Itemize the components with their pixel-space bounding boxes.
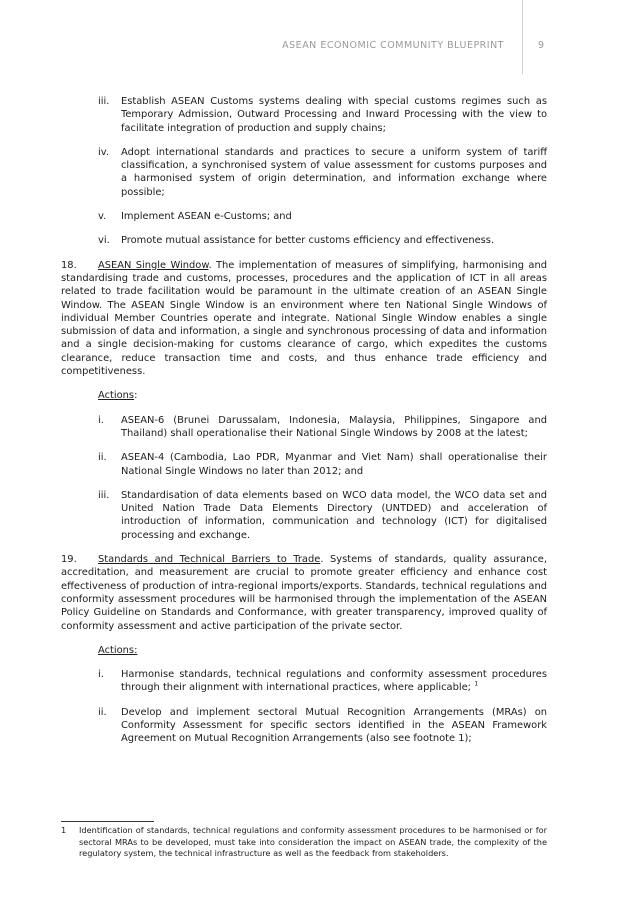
list-item-number: v. (98, 211, 107, 223)
paragraph-title: ASEAN Single Window (98, 259, 209, 271)
list-item-number: i. (98, 414, 104, 426)
paragraph-19 (61, 553, 547, 633)
list-item (61, 668, 547, 695)
paragraph-text: . The implementation of measures of simplifying, harmonising and standardising trade and customs, processes, procedures and the application of ICT in all areas related to trade facilitation would be paramount in the ultimate creation of an ASEAN Single Window. The ASEAN Single Window is an environment where ten National Single Windows of individual Member Countries operate and integrate. National Single Window enables a single submission of data and information, a single and synchronous processing of data and information and a single decision-making for customs clearance of cargo, which expedites the customs clearance, reduce transaction time and costs, and thus enhance trade efficiency and competitiveness. (61, 259, 547, 378)
paragraph-text: . Systems of standards, quality assurance, accreditation, and measurement are crucial to promote greater efficiency and enhance cost effectiveness of production of intra-regional imports/exports. Standards, technical regulations and conformity assessment procedures will be harmonised through the implementation of the ASEAN Policy Guideline on Standards and Conformance, with greater transparency, improved quality of conformity assessment and active participation of the private sector. (61, 554, 547, 632)
list-item-number: i. (98, 669, 104, 681)
list-item-number: iii. (98, 489, 110, 501)
actions-heading: Actions: (98, 390, 138, 402)
list-item (61, 146, 547, 199)
actions-heading: Actions: (98, 644, 138, 656)
list-item-number: ii. (98, 706, 107, 718)
footnote (61, 825, 547, 860)
footnote-reference[interactable]: 1 (474, 680, 479, 689)
footnote-number: 1 (61, 825, 67, 835)
list-item (61, 210, 547, 223)
list-item-text: Implement ASEAN e-Customs; and (121, 211, 292, 223)
list-item-text: Develop and implement sectoral Mutual Recognition Arrangements (MRAs) on Conformity Assessment for specific sectors identified in the ASEAN Framework Agreement on Mutual Recognition Arrangements (also see footnote 1); (121, 706, 547, 745)
footnote-divider (61, 821, 154, 822)
list-item-number: iii. (98, 96, 110, 107)
list-item-text: Adopt international standards and practices to secure a uniform system of tariff classification, a synchronised system of value assessment for customs purposes and a harmonised system of origin determination, and information exchange where possible; (121, 146, 547, 198)
list-item-number: vi. (98, 235, 110, 247)
list-item-text: ASEAN-4 (Cambodia, Lao PDR, Myanmar and Viet Nam) shall operationalise their National Single Windows no later than 2012; and (121, 452, 547, 477)
list-item (61, 489, 547, 542)
list-item (61, 95, 547, 135)
list-item-text: Harmonise standards, technical regulations and conformity assessment procedures through their alignment with international practices, where applicable; (121, 669, 547, 694)
list-item (61, 234, 547, 247)
list-item (61, 414, 547, 441)
list-item (61, 706, 547, 746)
list-item-number: iv. (98, 146, 109, 158)
list-item-text: Establish ASEAN Customs systems dealing with special customs regimes such as Temporary Admission, Outward Processing and Inward Processing with the view to facilitate integration of production and supply chains; (121, 96, 547, 134)
list-item (61, 451, 547, 478)
page-number: 9 (538, 40, 545, 51)
page-body (61, 95, 547, 746)
running-header-title: ASEAN ECONOMIC COMMUNITY BLUEPRINT (282, 40, 504, 51)
paragraph-title: Standards and Technical Barriers to Trade (98, 554, 321, 566)
header-divider (522, 0, 523, 74)
footnote-text: Identification of standards, technical regulations and conformity assessment procedures to be harmonised or for sectoral MRAs to be developed, must take into consideration the impact on ASEAN trade, the complexity of the regulatory system, the technical infrastructure as well as the feedback from stakeholders. (79, 825, 547, 859)
paragraph-number: 19. (61, 554, 77, 566)
list-item-text: Standardisation of data elements based on WCO data model, the WCO data set and United Nation Trade Data Elements Directory (UNTDED) and acceleration of introduction of information, communication and technology (ICT) for digitalised processing and exchange. (121, 489, 547, 541)
list-item-text: Promote mutual assistance for better customs efficiency and effectiveness. (121, 235, 495, 247)
list-item-text: ASEAN-6 (Brunei Darussalam, Indonesia, Malaysia, Philippines, Singapore and Thailand) shall operationalise their National Single Windows by 2008 at the latest; (121, 414, 547, 439)
paragraph-18 (61, 259, 547, 379)
list-item-number: ii. (98, 452, 107, 464)
paragraph-number: 18. (61, 259, 77, 271)
